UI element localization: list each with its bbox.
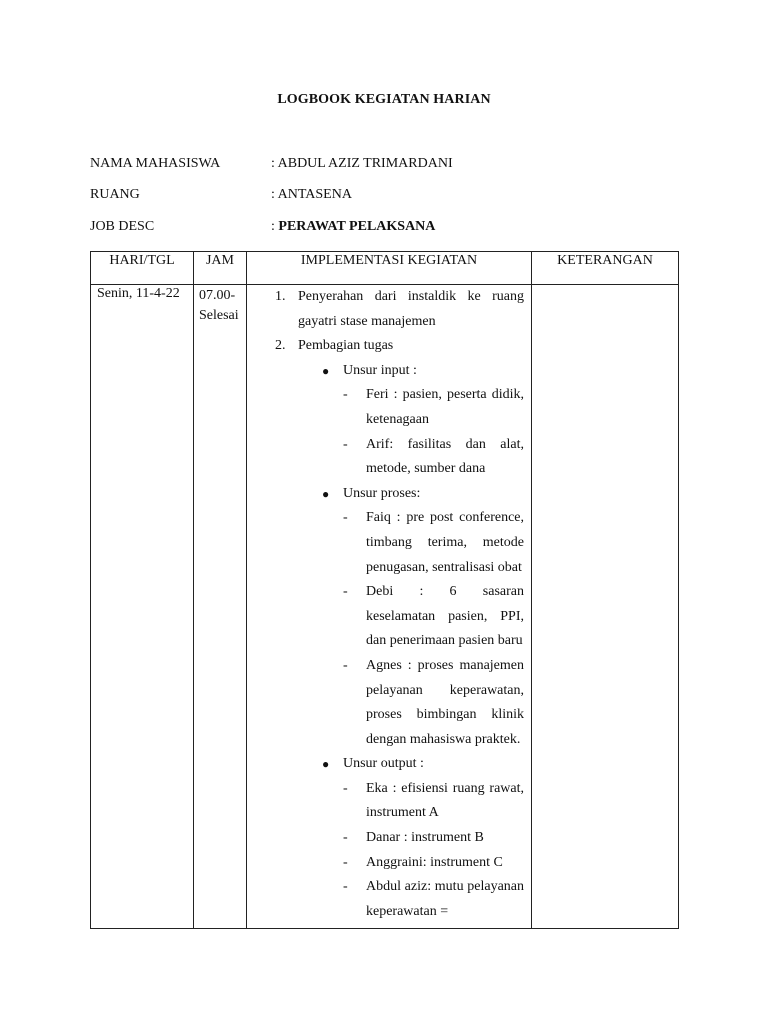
dash-icon: - xyxy=(343,387,348,403)
list-item xyxy=(247,851,531,876)
item-number: 2. xyxy=(275,338,286,354)
group-heading xyxy=(247,752,531,777)
ruang-value: : ANTASENA xyxy=(271,187,352,202)
dash-icon: - xyxy=(343,510,348,526)
entry-text: Danar : instrument B xyxy=(366,830,484,846)
entry-text: Anggraini: instrument C xyxy=(366,854,503,870)
group-heading xyxy=(247,482,531,507)
entry-text: Agnes : proses manajemen pelayanan keperawatan, proses bimbingan klinik dengan mahasiswa praktek. xyxy=(366,657,524,747)
job-value-wrap xyxy=(271,219,435,235)
header-hari-tgl: HARI/TGL xyxy=(91,252,194,285)
job-value: PERAWAT PELAKSANA xyxy=(278,219,436,234)
list-item xyxy=(247,383,531,432)
job-label: JOB DESC xyxy=(90,219,155,234)
group-label: Unsur output : xyxy=(343,756,424,772)
list-item xyxy=(247,433,531,482)
list-item xyxy=(247,875,531,924)
table-header-row xyxy=(91,252,679,285)
dash-icon: - xyxy=(343,780,348,796)
job-colon: : xyxy=(271,219,279,234)
header-implementasi: IMPLEMENTASI KEGIATAN xyxy=(247,252,532,285)
nama-value: : ABDUL AZIZ TRIMARDANI xyxy=(271,156,453,171)
dash-icon: - xyxy=(343,854,348,870)
cell-date: Senin, 11-4-22 xyxy=(91,285,194,929)
group-heading xyxy=(247,359,531,384)
item-number: 1. xyxy=(275,289,286,304)
entry-text: Abdul aziz: mutu pelayanan keperawatan = xyxy=(366,879,524,919)
logbook-table xyxy=(90,251,679,929)
nama-label: NAMA MAHASISWA xyxy=(90,156,221,171)
jam-start: 07.00- xyxy=(199,288,236,303)
item-text: Pembagian tugas xyxy=(298,338,394,354)
cell-keterangan xyxy=(532,285,679,929)
bullet-icon: ● xyxy=(322,363,330,378)
dash-icon: - xyxy=(343,830,348,846)
dash-icon: - xyxy=(343,584,348,600)
entry-text: Eka : efisiensi ruang rawat, instrument A xyxy=(366,780,524,821)
document-title: LOGBOOK KEGIATAN HARIAN xyxy=(277,92,491,107)
header-jam: JAM xyxy=(194,252,247,285)
list-item xyxy=(247,777,531,826)
list-item xyxy=(247,580,531,654)
list-item xyxy=(247,285,531,334)
cell-implementasi xyxy=(247,285,532,929)
list-item xyxy=(247,506,531,580)
list-item xyxy=(247,334,531,359)
list-item xyxy=(247,654,531,752)
entry-text: Arif: fasilitas dan alat, metode, sumber dana xyxy=(366,436,524,477)
jam-end: Selesai xyxy=(199,308,239,323)
entry-text: Debi : 6 sasaran keselamatan pasien, PPI, dan penerimaan pasien baru xyxy=(366,584,524,649)
item-text: Penyerahan dari instaldik ke ruang gayatri stase manajemen xyxy=(298,289,524,329)
dash-icon: - xyxy=(343,436,348,452)
list-item xyxy=(247,826,531,851)
group-label: Unsur input : xyxy=(343,362,417,378)
bullet-icon: ● xyxy=(322,757,330,772)
group-label: Unsur proses: xyxy=(343,485,421,501)
bullet-icon: ● xyxy=(322,486,330,501)
cell-jam xyxy=(194,285,247,929)
ruang-label: RUANG xyxy=(90,187,140,202)
dash-icon: - xyxy=(343,879,348,895)
header-keterangan: KETERANGAN xyxy=(532,252,679,285)
dash-icon: - xyxy=(343,657,348,673)
table-row xyxy=(91,285,679,929)
entry-text: Faiq : pre post conference, timbang terima, metode penugasan, sentralisasi obat xyxy=(366,510,524,575)
entry-text: Feri : pasien, peserta didik, ketenagaan xyxy=(366,387,524,427)
